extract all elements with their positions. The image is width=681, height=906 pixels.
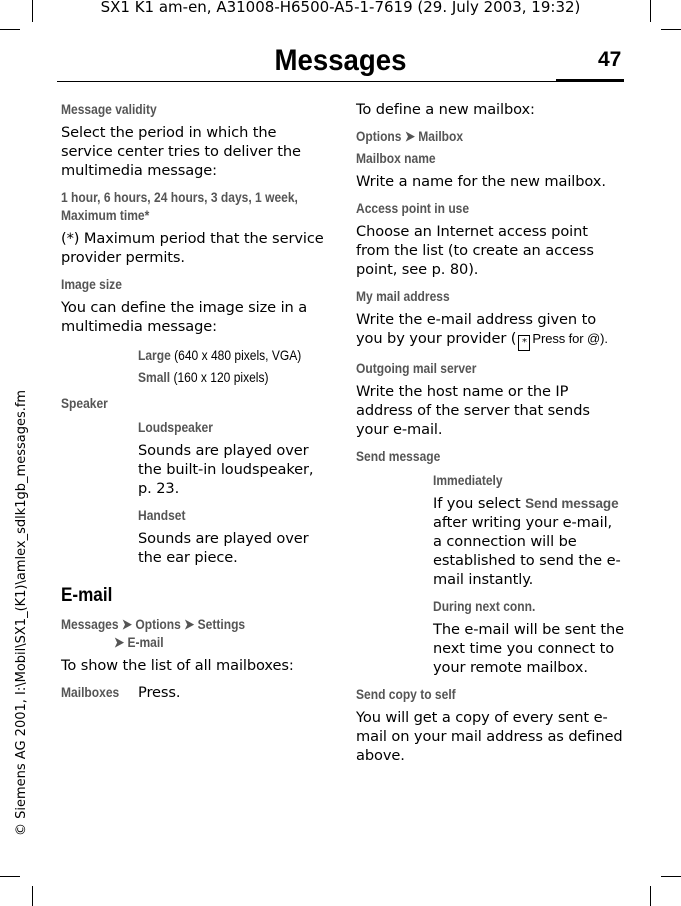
mailboxes-row [61, 683, 326, 702]
crop-mark [650, 0, 651, 22]
path-mailbox: Mailbox [418, 128, 464, 144]
running-header: SX1 K1 am-en, A31008-H6500-A5-1-7619 (29. July 2003, 19:32) [100, 0, 581, 16]
mail-address-text [356, 310, 624, 351]
large-value: (640 x 480 pixels, VGA) [174, 347, 302, 363]
path-settings: Settings [197, 616, 246, 632]
path-options: Options [135, 616, 181, 632]
path-messages: Messages [61, 616, 119, 632]
mail-address-label: My mail address [356, 288, 450, 304]
validity-text: Select the period in which the service center tries to deliver the multimedia message: [61, 124, 301, 179]
immediately-text-2: after writing your e-mail, a connection will be established to send the e-mail instantly. [433, 514, 621, 588]
small-value: (160 x 120 pixels) [173, 369, 269, 385]
loudspeaker-label: Loudspeaker [138, 419, 213, 435]
immediately-label: Immediately [433, 472, 503, 488]
star-key-icon: * [518, 335, 530, 351]
image-size-label: Image size [61, 276, 122, 292]
immediately-text [433, 494, 624, 589]
crop-mark [0, 876, 20, 877]
menu-path-right: Options ➤ Mailbox [356, 128, 464, 144]
email-heading: E-mail [61, 585, 113, 606]
mail-address-text-1: Write the e-mail address given to you by your provider ( [356, 311, 597, 347]
immediately-text-1: If you select [433, 495, 526, 512]
page-number-rule [556, 79, 624, 82]
menu-path-continued: ➤ E-mail [114, 634, 164, 650]
loudspeaker-text: Sounds are played over the built-in loudspeaker, p. 23. [138, 442, 314, 497]
next-conn-text: The e-mail will be sent the next time you connect to your remote mailbox. [433, 621, 624, 676]
show-list-text: To show the list of all mailboxes: [61, 657, 294, 674]
mailboxes-text: Press. [138, 684, 181, 701]
path-options: Options [356, 128, 402, 144]
crop-mark [661, 29, 681, 30]
mailboxes-label: Mailboxes [61, 684, 120, 700]
send-message-label: Send message [356, 448, 441, 464]
title-rule [57, 81, 624, 82]
side-copyright: © Siemens AG 2001, I:\Mobil\SX1_(K1)\amlex_sdlk1gb_messages.fm [14, 389, 29, 836]
menu-path: Messages ➤ Options ➤ Settings [61, 616, 246, 632]
mailbox-name-text: Write a name for the new mailbox. [356, 173, 606, 190]
define-text: To define a new mailbox: [356, 101, 535, 118]
crop-mark [661, 876, 681, 877]
mailbox-name-label: Mailbox name [356, 150, 436, 166]
path-email: E-mail [127, 634, 164, 650]
crop-mark [32, 0, 33, 22]
next-conn-label: During next conn. [433, 598, 536, 614]
validity-options: 1 hour, 6 hours, 24 hours, 3 days, 1 week, Maximum time* [61, 189, 298, 223]
validity-label: Message validity [61, 101, 157, 117]
large-option [138, 344, 300, 366]
small-option [138, 366, 300, 388]
access-point-text: Choose an Internet access point from the list (to create an access point, see p. 80). [356, 223, 594, 278]
handset-label: Handset [138, 507, 186, 523]
copy-label: Send copy to self [356, 686, 456, 702]
crop-mark [0, 29, 20, 30]
speaker-label: Speaker [61, 395, 108, 411]
right-column [356, 100, 624, 773]
page-number: 47 [598, 48, 622, 71]
mail-address-text-2: Press for @). [532, 331, 608, 346]
crop-mark [32, 886, 33, 906]
handset-text: Sounds are played over the ear piece. [138, 530, 309, 566]
validity-note: (*) Maximum period that the service provider permits. [61, 230, 324, 266]
small-label: Small [138, 369, 171, 385]
mail-server-label: Outgoing mail server [356, 360, 477, 376]
crop-mark [650, 886, 651, 906]
large-label: Large [138, 347, 171, 363]
immediately-text-option: Send message [525, 496, 619, 511]
copy-text: You will get a copy of every sent e-mail on your mail address as defined above. [356, 709, 623, 764]
left-column [61, 100, 326, 702]
mail-server-text: Write the host name or the IP address of the server that sends your e-mail. [356, 383, 590, 438]
page-title: Messages [274, 44, 407, 77]
access-point-label: Access point in use [356, 200, 470, 216]
image-size-text: You can define the image size in a multimedia message: [61, 299, 308, 335]
